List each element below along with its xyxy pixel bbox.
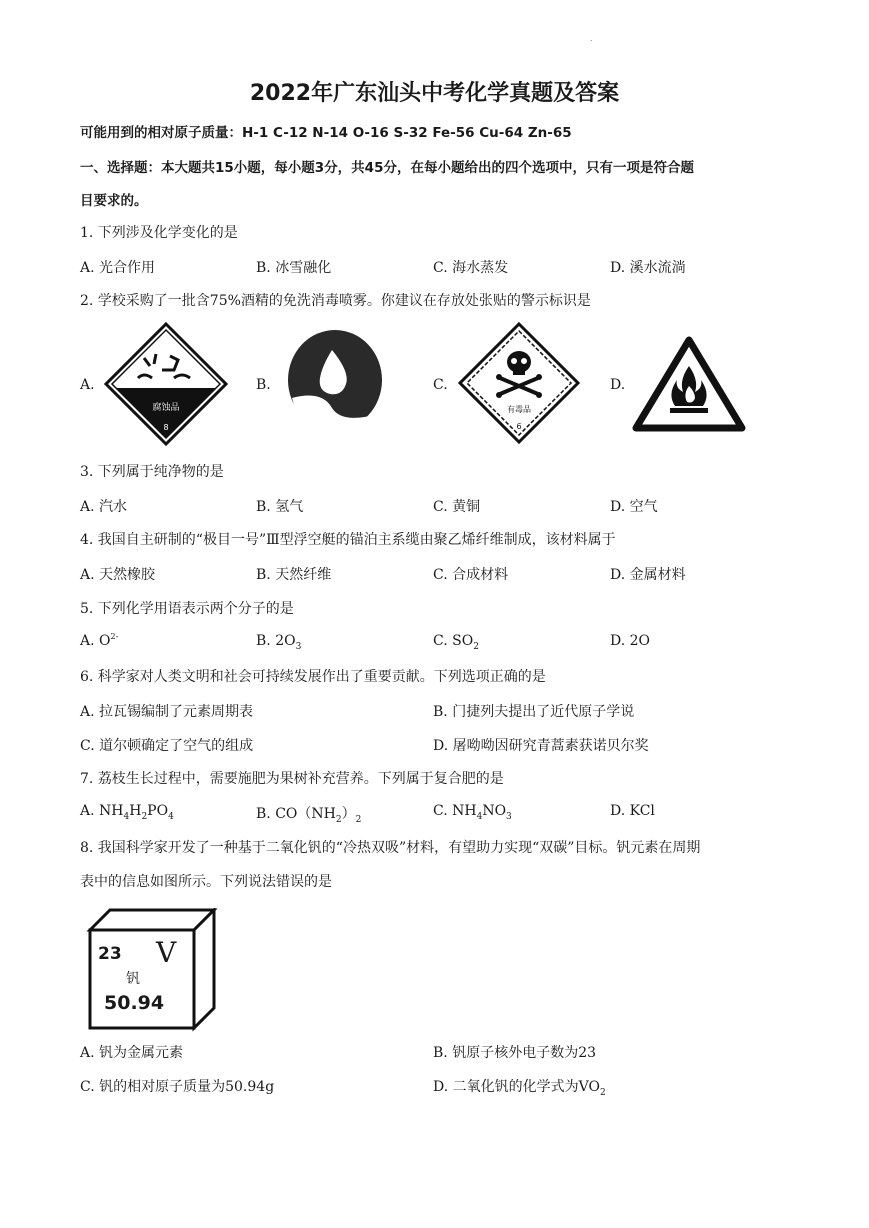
sign-a-number: 8 bbox=[163, 423, 169, 432]
q1-option-d: D. 溪水流淌 bbox=[610, 260, 686, 276]
element-name: 钒 bbox=[126, 971, 140, 987]
q4-option-d: D. 金属材料 bbox=[610, 567, 686, 583]
q5-a-charge: 2- bbox=[110, 632, 119, 641]
q5-stem: 5. 下列化学用语表示两个分子的是 bbox=[80, 601, 294, 617]
corrosive-sign-icon bbox=[104, 322, 228, 446]
sign-c-text: 有毒品 bbox=[507, 405, 531, 414]
q5-a-label: A. O bbox=[80, 633, 111, 649]
q8-option-a: A. 钒为金属元素 bbox=[80, 1045, 184, 1061]
page-title: 2022年广东汕头中考化学真题及答案 bbox=[249, 81, 620, 106]
q8-option-c: C. 钒的相对原子质量为50.94g bbox=[80, 1079, 275, 1095]
q6-option-b: B. 门捷列夫提出了近代原子学说 bbox=[433, 704, 635, 720]
q3-option-d: D. 空气 bbox=[610, 499, 658, 515]
q7-c-part1: C. NH bbox=[433, 803, 477, 819]
q7-c-part2: NO bbox=[482, 803, 507, 819]
toxic-sign-icon bbox=[458, 322, 580, 444]
q8-d-subscript: 2 bbox=[599, 1088, 606, 1098]
q5-c-label: C. SO bbox=[433, 633, 474, 649]
q6-option-a: A. 拉瓦锡编制了元素周期表 bbox=[80, 704, 254, 720]
header-mark: . bbox=[590, 34, 593, 43]
q8-d-label: D. 二氧化钒的化学式为VO bbox=[433, 1079, 600, 1095]
q7-option-c bbox=[433, 803, 512, 822]
q6-option-d: D. 屠呦呦因研究青蒿素获诺贝尔奖 bbox=[433, 738, 649, 754]
q5-option-b bbox=[256, 633, 302, 652]
q6-stem: 6. 科学家对人类文明和社会可持续发展作出了重要贡献。下列选项正确的是 bbox=[80, 669, 546, 685]
q5-c-subscript: 2 bbox=[473, 642, 479, 652]
q8-option-d bbox=[433, 1076, 606, 1096]
q5-option-c bbox=[433, 633, 479, 652]
q7-option-d: D. KCl bbox=[610, 803, 655, 819]
q5-b-label: B. 2O bbox=[256, 633, 296, 649]
q1-stem: 1. 下列涉及化学变化的是 bbox=[80, 225, 238, 241]
q3-option-c: C. 黄铜 bbox=[433, 499, 481, 515]
q4-option-b: B. 天然纤维 bbox=[256, 567, 332, 583]
q1-option-c: C. 海水蒸发 bbox=[433, 260, 509, 276]
q1-option-a: A. 光合作用 bbox=[80, 260, 156, 276]
q4-stem: 4. 我国自主研制的“极目一号”Ⅲ型浮空艇的锚泊主系缆由聚乙烯纤维制成，该材料属于 bbox=[80, 532, 616, 548]
q7-b-sub2: 2 bbox=[355, 815, 362, 825]
q5-option-a bbox=[80, 633, 118, 649]
element-card-vanadium bbox=[86, 908, 218, 1032]
q6-option-c: C. 道尔顿确定了空气的组成 bbox=[80, 738, 254, 754]
q7-option-a bbox=[80, 803, 174, 822]
q7-b-part2: ） bbox=[341, 806, 356, 822]
q3-option-a: A. 汽水 bbox=[80, 499, 128, 515]
q4-option-a: A. 天然橡胶 bbox=[80, 567, 156, 583]
element-mass: 50.94 bbox=[104, 992, 165, 1014]
q2-option-d: D. bbox=[610, 377, 626, 393]
atomic-masses: 可能用到的相对原子质量：H-1 C-12 N-14 O-16 S-32 Fe-56 Cu-64 Zn-65 bbox=[80, 125, 572, 141]
element-number: 23 bbox=[98, 944, 122, 964]
sign-c-number: 6 bbox=[516, 422, 522, 431]
q7-b-part1: B. CO（NH bbox=[256, 806, 336, 822]
q7-a-sub2: 2 bbox=[141, 812, 148, 822]
q1-option-b: B. 冰雪融化 bbox=[256, 260, 332, 276]
section-title-line2: 目要求的。 bbox=[80, 193, 148, 209]
q7-a-part3: PO bbox=[147, 803, 169, 819]
q5-b-subscript: 3 bbox=[295, 642, 302, 652]
flammable-sign-icon bbox=[632, 336, 746, 432]
q7-option-b bbox=[256, 803, 361, 823]
q8-stem-line2: 表中的信息如图所示。下列说法错误的是 bbox=[80, 874, 332, 890]
q3-option-b: B. 氢气 bbox=[256, 499, 304, 515]
q8-stem-line1: 8. 我国科学家开发了一种基于二氧化钒的“冷热双吸”材料，有望助力实现“双碳”目标。钒元素在周期 bbox=[80, 840, 701, 856]
q7-c-sub1: 4 bbox=[476, 812, 483, 822]
q7-a-sub1: 4 bbox=[123, 812, 130, 822]
q7-b-sub1: 2 bbox=[335, 815, 342, 825]
q7-stem: 7. 荔枝生长过程中，需要施肥为果树补充营养。下列属于复合肥的是 bbox=[80, 771, 504, 787]
section-title-line1: 一、选择题：本大题共15小题，每小题3分，共45分，在每小题给出的四个选项中，只有一项是符合题 bbox=[80, 160, 694, 176]
q7-a-part1: A. NH bbox=[80, 803, 124, 819]
q7-a-sub3: 4 bbox=[168, 812, 174, 822]
q3-stem: 3. 下列属于纯净物的是 bbox=[80, 464, 224, 480]
q7-a-part2: H bbox=[129, 803, 142, 819]
sign-a-text: 腐蚀品 bbox=[152, 403, 180, 413]
q2-stem: 2. 学校采购了一批含75%酒精的免洗消毒喷雾。你建议在存放处张贴的警示标识是 bbox=[80, 293, 591, 309]
q5-option-d: D. 2O bbox=[610, 633, 651, 649]
q2-option-b: B. bbox=[256, 377, 271, 393]
water-drop-sign-icon bbox=[286, 328, 384, 432]
element-symbol: V bbox=[156, 936, 177, 969]
q4-option-c: C. 合成材料 bbox=[433, 567, 509, 583]
q2-option-c: C. bbox=[433, 377, 448, 393]
q7-c-sub2: 3 bbox=[506, 812, 512, 822]
q2-option-a: A. bbox=[80, 377, 95, 393]
q8-option-b: B. 钒原子核外电子数为23 bbox=[433, 1045, 597, 1061]
